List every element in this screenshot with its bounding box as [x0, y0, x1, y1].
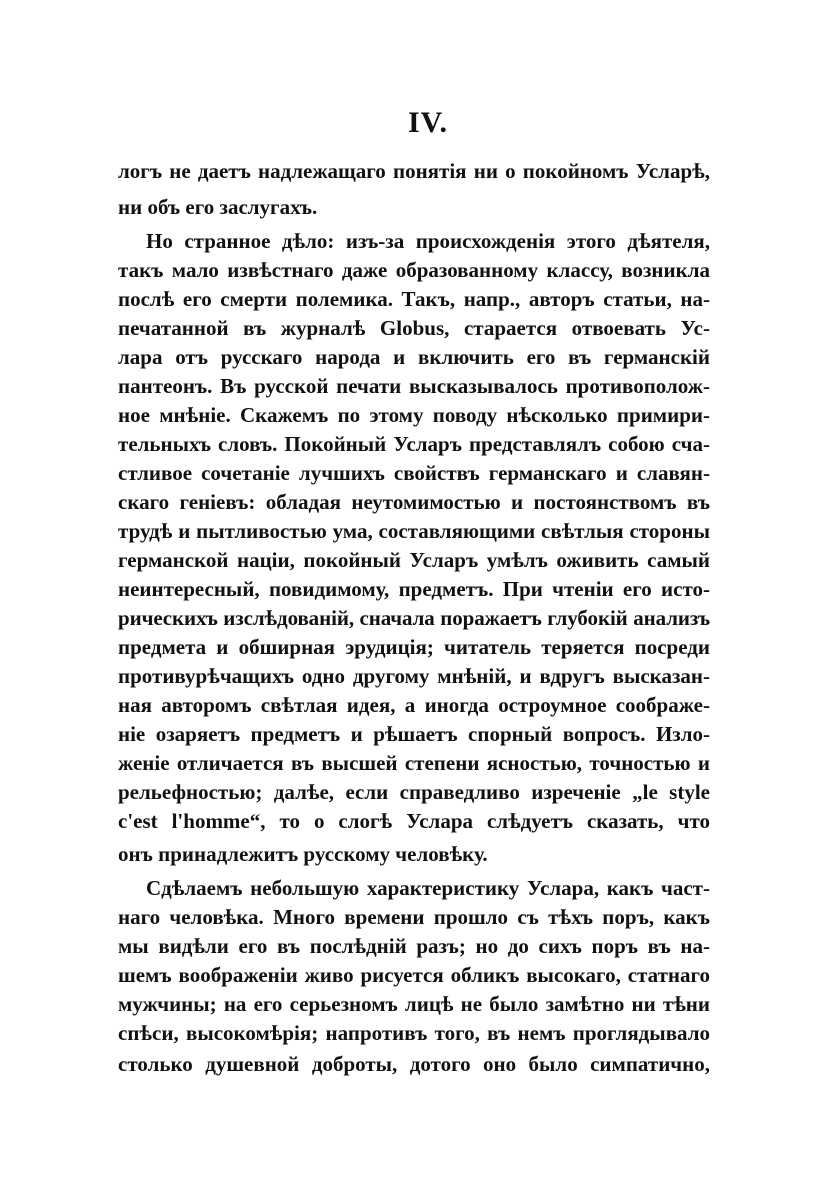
text-line: шемъ воображеніи живо рисуется обликъ высокаго, статнаго: [118, 963, 710, 987]
text-line: трудѣ и пытливостью ума, составляющими свѣтлыя стороны: [118, 519, 710, 543]
text-line: неинтересный, повидимому, предметъ. При чтеніи его исто-: [118, 577, 710, 601]
text-line: Сдѣлаемъ небольшую характеристику Услара, какъ част-: [146, 876, 710, 900]
text-line: тельныхъ словъ. Покойный Усларъ представлялъ собою сча-: [118, 432, 710, 456]
text-line: предмета и обширная эрудиція; читатель теряется посреди: [118, 635, 710, 659]
text-line: послѣ его смерти полемика. Такъ, напр., авторъ статьи, на-: [118, 287, 710, 311]
text-line: столько душевной доброты, дотого оно было симпатично,: [118, 1052, 710, 1076]
text-line: спѣси, высокомѣрія; напротивъ того, въ немъ проглядывало: [118, 1021, 710, 1045]
text-line: ни объ его заслугахъ.: [118, 195, 318, 219]
text-line: пантеонъ. Въ русской печати высказывалось противополож-: [118, 374, 710, 398]
text-line: логъ не даетъ надлежащаго понятія ни о покойномъ Усларѣ,: [118, 159, 710, 183]
text-line: наго человѣка. Много времени прошло съ тѣхъ поръ, какъ: [118, 905, 710, 929]
text-line: лара отъ русскаго народа и включить его въ германскій: [118, 345, 710, 369]
text-line: женіе отличается въ высшей степени ясностью, точностью и: [118, 751, 710, 775]
text-line: онъ принадлежитъ русскому человѣку.: [118, 842, 488, 866]
text-line: рическихъ изслѣдованій, сначала поражаетъ глубокій анализъ: [118, 606, 710, 630]
text-line: ное мнѣніе. Скажемъ по этому поводу нѣсколько примири-: [118, 403, 710, 427]
page-number: IV.: [408, 106, 448, 139]
text-line: такъ мало извѣстнаго даже образованному классу, возникла: [118, 258, 710, 282]
text-line: ная авторомъ свѣтлая идея, а иногда остроумное соображе-: [118, 693, 710, 717]
text-line: стливое сочетаніе лучшихъ свойствъ германскаго и славян-: [118, 461, 710, 485]
text-line: c'est l'homme“, то о слогѣ Услара слѣдуетъ сказать, что: [118, 809, 710, 833]
text-line: мужчины; на его серьезномъ лицѣ не было замѣтно ни тѣни: [118, 992, 710, 1016]
text-line: скаго геніевъ: обладая неутомимостью и постоянствомъ въ: [118, 490, 710, 514]
text-line: рельефностью; далѣе, если справедливо изреченіе „le style: [118, 780, 710, 804]
text-line: ніе озаряетъ предметъ и рѣшаетъ спорный вопросъ. Изло-: [118, 722, 710, 746]
text-line: Но странное дѣло: изъ-за происхожденія этого дѣятеля,: [146, 229, 710, 253]
text-line: печатанной въ журналѣ Globus, старается отвоевать Ус-: [118, 316, 710, 340]
text-line: германской націи, покойный Усларъ умѣлъ оживить самый: [118, 548, 710, 572]
text-line: мы видѣли его въ послѣдній разъ; но до сихъ поръ въ на-: [118, 934, 710, 958]
text-line: противурѣчащихъ одно другому мнѣній, и вдругъ высказан-: [118, 664, 710, 688]
